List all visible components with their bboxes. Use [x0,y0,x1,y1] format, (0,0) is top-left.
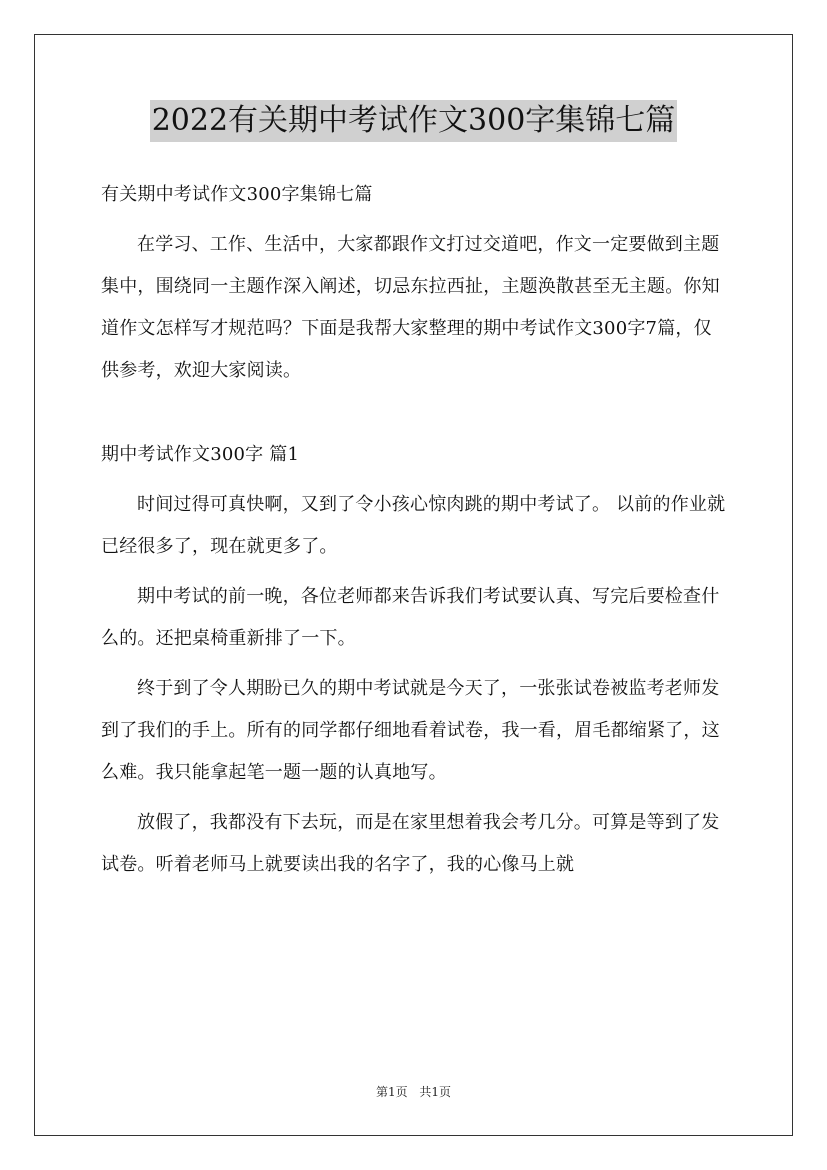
title-container [0,100,827,142]
document-subtitle: 有关期中考试作文300字集锦七篇 [101,184,373,205]
document-body [101,174,727,886]
page-number: 第1页 [375,1085,408,1099]
section-heading: 期中考试作文300字 篇1 [101,444,300,465]
body-paragraph-2: 期中考试的前一晚，各位老师都来告诉我们考试要认真、写完后要检查什么的。还把桌椅重新排了一下。 [101,586,720,649]
body-paragraph-3: 终于到了令人期盼已久的期中考试就是今天了，一张张试卷被监考老师发到了我们的手上。所有的同学都仔细地看着试卷，我一看，眉毛都缩紧了，这么难。我只能拿起笔一题一题的认真地写。 [101,678,720,783]
intro-paragraph: 在学习、工作、生活中，大家都跟作文打过交道吧，作文一定要做到主题集中，围绕同一主题作深入阐述，切忌东拉西扯，主题涣散甚至无主题。你知道作文怎样写才规范吗？下面是我帮大家整理的期中考试作文300字7篇，仅供参考，欢迎大家阅读。 [101,234,720,381]
body-paragraph-1: 时间过得可真快啊，又到了令小孩心惊肉跳的期中考试了。 以前的作业就已经很多了，现在就更多了。 [101,494,726,557]
page-total: 共1页 [419,1085,452,1099]
document-title: 2022有关期中考试作文300字集锦七篇 [150,100,678,142]
page-footer [0,1084,827,1100]
body-paragraph-4: 放假了，我都没有下去玩，而是在家里想着我会考几分。可算是等到了发试卷。听着老师马上就要读出我的名字了，我的心像马上就 [101,812,720,875]
